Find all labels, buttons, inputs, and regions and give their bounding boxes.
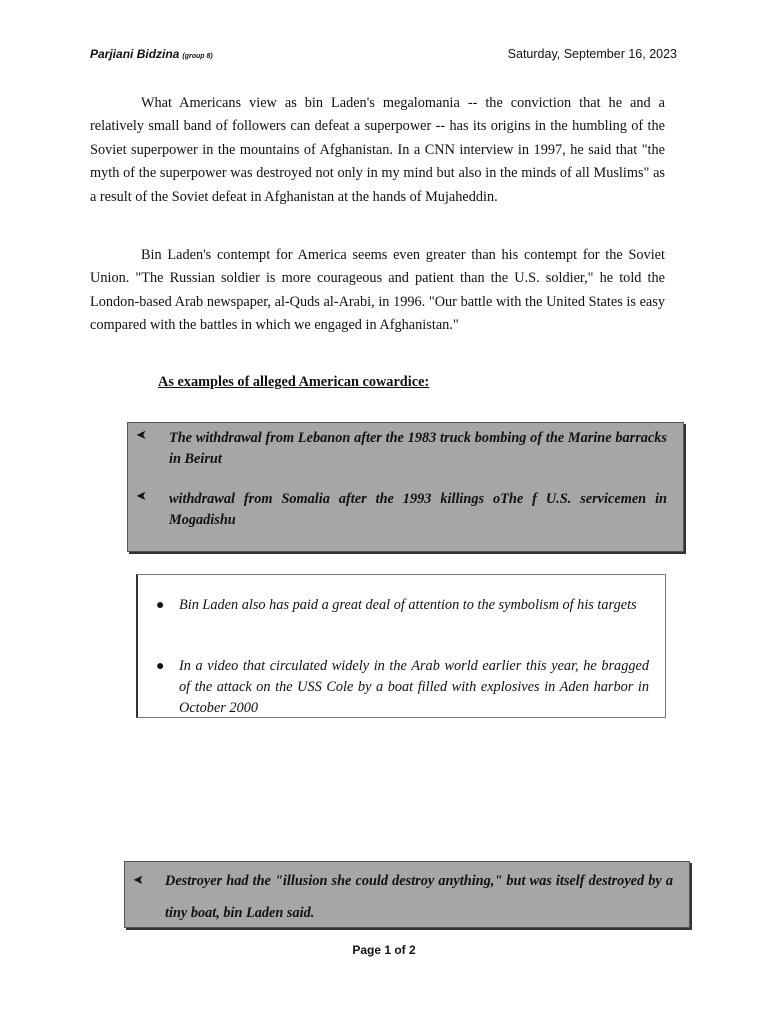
cowardice-examples-box bbox=[127, 422, 684, 552]
body-paragraph-2: Bin Laden's contempt for America seems even greater than his contempt for the Soviet Union. "The Russian soldier is more courageous and patient than the U.S. soldier," he told the London-based Arab newspaper, al-Quds al-Arabi, in 1996. "Our battle with the United States is easy compared with the battles in which we engaged in Afghanistan." bbox=[90, 247, 665, 334]
author-group: (group 8) bbox=[182, 53, 213, 60]
arrowhead-bullet-icon: ➤ bbox=[136, 428, 147, 443]
arrowhead-bullet-icon: ➤ bbox=[133, 873, 144, 888]
round-bullet-icon: ● bbox=[156, 659, 165, 674]
arrowhead-bullet-icon: ➤ bbox=[136, 489, 147, 504]
section-heading: As examples of alleged American cowardice: bbox=[158, 374, 430, 390]
list-item-text: The withdrawal from Lebanon after the 1983 truck bombing of the Marine barracks in Beirut bbox=[169, 430, 667, 467]
list-item-text: Bin Laden also has paid a great deal of attention to the symbolism of his targets bbox=[179, 597, 637, 613]
body-paragraph-1: What Americans view as bin Laden's megalomania -- the conviction that he and a relatively small band of followers can defeat a superpower -- has its origins in the humbling of the Soviet superpower in the mountains of Afghanistan. In a CNN interview in 1997, he said that "the myth of the superpower was destroyed not only in my mind but also in the minds of all Muslims" as a result of the Soviet defeat in Afghanistan at the hands of Mujaheddin. bbox=[90, 95, 665, 205]
list-item bbox=[138, 656, 665, 719]
round-bullet-icon: ● bbox=[156, 598, 165, 613]
list-item-text: Destroyer had the "illusion she could destroy anything," but was itself destroyed by a tiny boat, bin Laden said. bbox=[165, 873, 673, 921]
list-item-text: withdrawal from Somalia after the 1993 killings oThe f U.S. servicemen in Mogadishu bbox=[169, 491, 667, 528]
page-number: Page 1 of 2 bbox=[352, 943, 416, 957]
header-date: Saturday, September 16, 2023 bbox=[507, 47, 677, 61]
list-item bbox=[128, 428, 683, 470]
destroyer-quote-box bbox=[124, 861, 690, 928]
list-item bbox=[125, 865, 689, 929]
symbolism-box bbox=[136, 574, 666, 718]
list-item-text: In a video that circulated widely in the Arab world earlier this year, he bragged of the attack on the USS Cole by a boat filled with explosives in Aden harbor in October 2000 bbox=[179, 658, 649, 716]
author-name bbox=[90, 47, 213, 61]
list-item bbox=[128, 489, 683, 531]
list-item bbox=[138, 595, 665, 616]
author-name-text: Parjiani Bidzina bbox=[90, 47, 180, 61]
